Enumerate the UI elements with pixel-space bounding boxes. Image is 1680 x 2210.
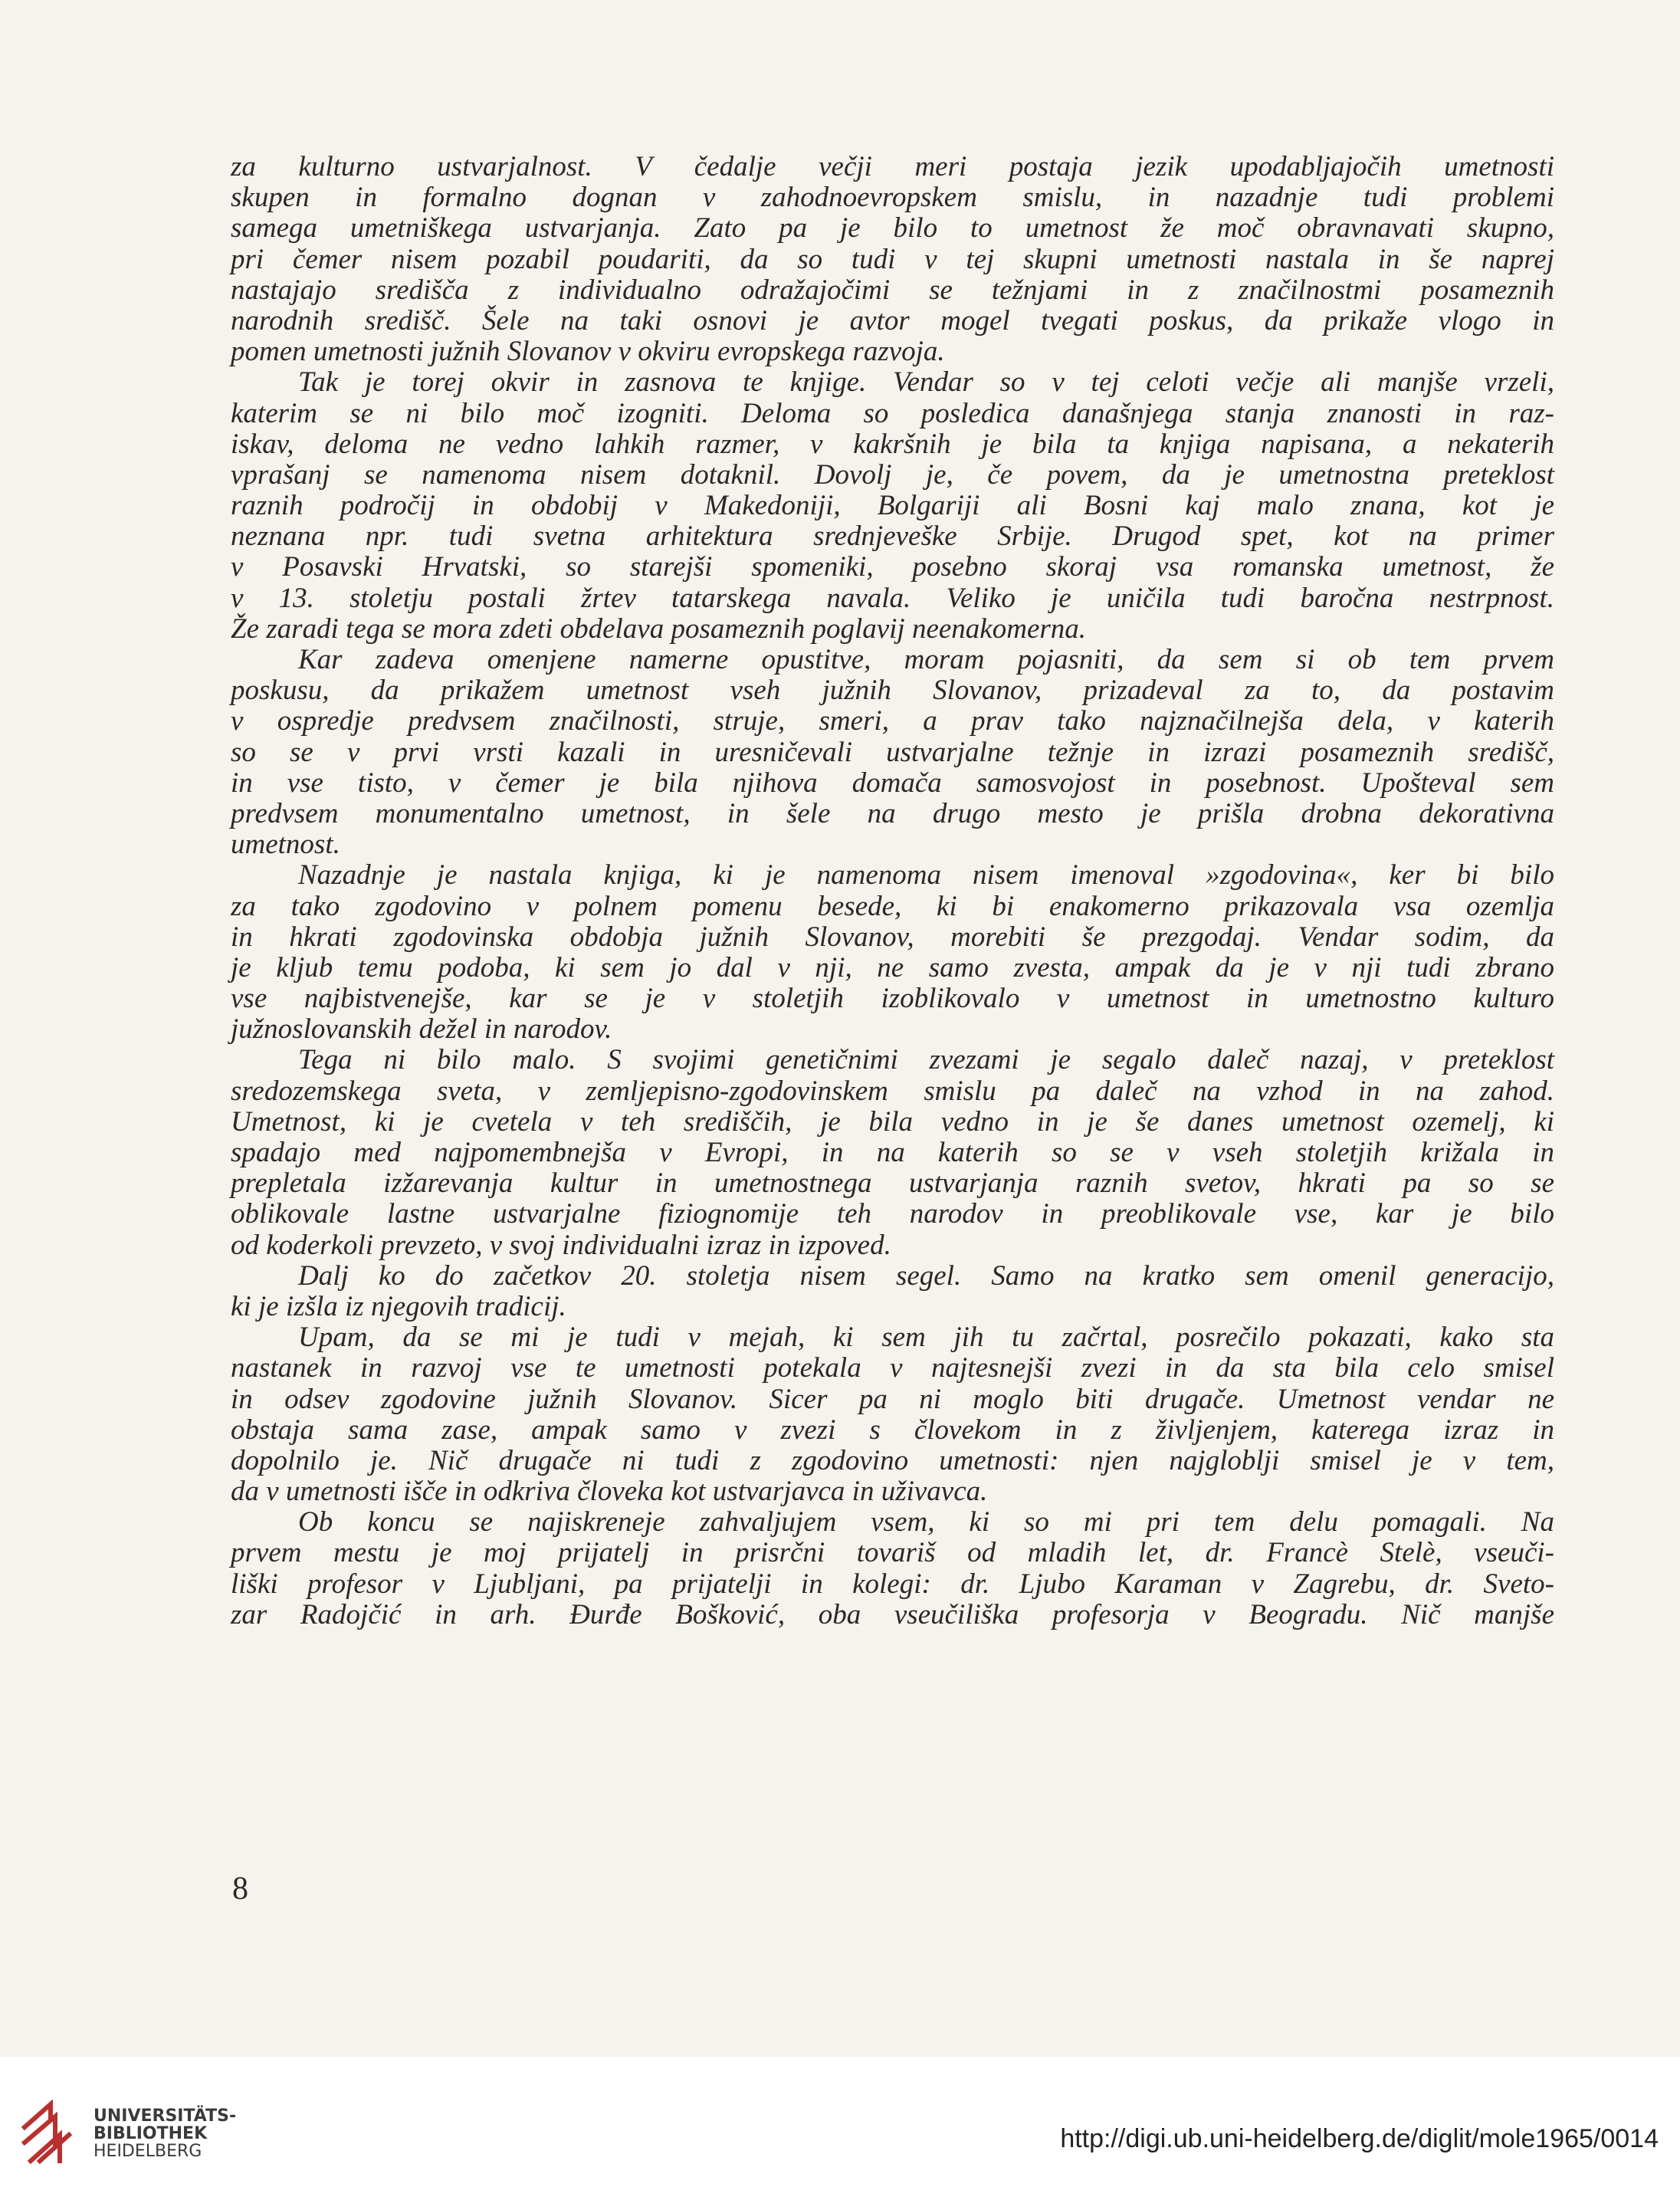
text-line: raznih področij in obdobij v Makedoniji, Bolgariji ali Bosni kaj malo znana, kot je: [231, 490, 1554, 522]
text-line: samega umetniškega ustvarjanja. Zato pa je bilo to umetnost že moč obravnavati skupno,: [231, 212, 1554, 245]
text-line: skupen in formalno dognan v zahodnoevropskem smislu, in nazadnje tudi problemi: [231, 182, 1554, 214]
text-line: sredozemskega sveta, v zemljepisno-zgodovinskem smislu pa daleč na vzhod in na zahod.: [231, 1075, 1554, 1107]
text-line: dopolnilo je. Nič drugače ni tudi z zgodovino umetnosti: njen najgloblji smisel je v tem,: [231, 1444, 1554, 1476]
body-text: [231, 152, 1554, 1630]
text-line: pri čemer nisem pozabil poudariti, da so tudi v tej skupni umetnosti nastala in še naprej: [231, 243, 1554, 275]
text-line: Umetnost, ki je cvetela v teh središčih, je bila vedno in je še danes umetnost ozemelj, ki: [231, 1105, 1554, 1138]
text-line: Ob koncu se najiskreneje zahvaljujem vsem, ki so mi pri tem delu pomagali. Na: [298, 1506, 1554, 1538]
text-line: za kulturno ustvarjalnost. V čedalje večji meri postaja jezik upodabljajočih umetnosti: [231, 151, 1554, 182]
text-line: Dalj ko do začetkov 20. stoletja nisem segel. Samo na kratko sem omenil generacijo,: [298, 1259, 1554, 1292]
text-line: Nazadnje je nastala knjiga, ki je namenoma nisem imenoval »zgodovina«, ker bi bilo: [298, 859, 1554, 892]
text-line: Že zaradi tega se mora zdeti obdelava posameznih poglavij neenakomerna.: [231, 612, 1087, 645]
text-line: vse najbistvenejše, kar se je v stoletjih izoblikovalo v umetnost in umetnostno kulturo: [231, 983, 1554, 1015]
text-line: iskav, deloma ne vedno lahkih razmer, v kakršnih je bila ta knjiga napisana, a nekaterih: [231, 428, 1554, 460]
logo-line-1: UNIVERSITÄTS-: [94, 2107, 237, 2126]
text-line: Tak je torej okvir in zasnova te knjige. Vendar so v tej celoti večje ali manjše vrzeli,: [298, 366, 1554, 399]
text-line: umetnost.: [231, 829, 340, 861]
text-line: je kljub temu podoba, ki sem jo dal v nji, ne samo zvesta, ampak da je v nji tudi zbrano: [231, 951, 1554, 983]
text-line: liški profesor v Ljubljani, pa prijatelji in kolegi: dr. Ljubo Karaman v Zagrebu, dr. Sveto-: [231, 1568, 1554, 1600]
text-line: Kar zadeva omenjene namerne opustitve, moram pojasniti, da sem si ob tem prvem: [298, 644, 1554, 675]
text-line: južnoslovanskih dežel in narodov.: [231, 1013, 612, 1046]
text-line: so se v prvi vrsti kazali in uresničevali ustvarjalne težnje in izrazi posameznih središč,: [231, 736, 1554, 768]
text-line: in hkrati zgodovinska obdobja južnih Slovanov, morebiti še prezgodaj. Vendar sodim, da: [231, 921, 1554, 953]
ub-heidelberg-logo-icon: [20, 2100, 74, 2166]
text-line: ki je izšla iz njegovih tradicij.: [231, 1290, 566, 1322]
text-line: in vse tisto, v čemer je bila njihova domača samosvojost in posebnost. Upošteval sem: [231, 767, 1554, 799]
text-line: obstaja sama zase, ampak samo v zvezi s človekom in z življenjem, katerega izraz in: [231, 1414, 1554, 1446]
text-line: v 13. stoletju postali žrtev tatarskega navala. Veliko je uničila tudi baročna nestrpnost.: [231, 582, 1554, 614]
footer-bar: [0, 2057, 1680, 2210]
logo-line-3: HEIDELBERG: [94, 2142, 202, 2161]
text-line: zar Radojčić in arh. Đurđe Bošković, oba vseučiliška profesorja v Beogradu. Nič manjše: [231, 1598, 1554, 1630]
text-line: oblikovale lastne ustvarjalne fiziognomije teh narodov in preoblikovale vse, kar je bilo: [231, 1198, 1554, 1230]
text-line: nastanek in razvoj vse te umetnosti potekala v najtesnejši zvezi in da sta bila celo smisel: [231, 1352, 1554, 1384]
text-line: prepletala izžarevanja kultur in umetnostnega ustvarjanja raznih svetov, hkrati pa so se: [231, 1167, 1554, 1200]
text-line: predvsem monumentalno umetnost, in šele na drugo mesto je prišla drobna dekorativna: [231, 797, 1554, 829]
text-line: v Posavski Hrvatski, so starejši spomeniki, posebno skoraj vsa romanska umetnost, že: [231, 551, 1554, 583]
source-url-link[interactable]: http://digi.ub.uni-heidelberg.de/diglit/mole1965/0014: [1060, 2124, 1659, 2153]
text-line: neznana npr. tudi svetna arhitektura srednjeveške Srbije. Drugod spet, kot na primer: [231, 520, 1554, 553]
text-line: katerim se ni bilo moč izogniti. Deloma so posledica današnjega stanja znanosti in raz-: [231, 397, 1554, 429]
text-line: od koderkoli prevzeto, v svoj individualni izraz in izpoved.: [231, 1229, 891, 1261]
text-line: prvem mestu je moj prijatelj in prisrčni tovariš od mladih let, dr. Francè Stelè, vseuči-: [231, 1537, 1554, 1569]
text-line: Tega ni bilo malo. S svojimi genetičnimi zvezami je segalo daleč nazaj, v preteklost: [298, 1044, 1554, 1076]
logo-line-2: BIBLIOTHEK: [94, 2124, 208, 2143]
library-logo-text: [94, 2107, 236, 2160]
text-line: narodnih središč. Šele na taki osnovi je avtor mogel tvegati poskus, da prikaže vlogo in: [231, 304, 1554, 337]
text-line: in odsev zgodovine južnih Slovanov. Sicer pa ni moglo biti drugače. Umetnost vendar ne: [231, 1383, 1554, 1415]
text-line: da v umetnosti išče in odkriva človeka kot ustvarjavca in uživavca.: [231, 1476, 988, 1508]
page-number: 8: [232, 1871, 248, 1906]
text-line: pomen umetnosti južnih Slovanov v okviru evropskega razvoja.: [231, 336, 945, 368]
text-line: Upam, da se mi je tudi v mejah, ki sem jih tu začrtal, posrečilo pokazati, kako sta: [298, 1322, 1554, 1354]
text-line: v ospredje predvsem značilnosti, struje, smeri, a prav tako najznačilnejša dela, v katerih: [231, 705, 1554, 737]
text-line: nastajajo središča z individualno odražajočimi se težnjami in z značilnostmi posameznih: [231, 274, 1554, 306]
text-line: poskusu, da prikažem umetnost vseh južnih Slovanov, prizadeval za to, da postavim: [231, 675, 1554, 707]
text-line: za tako zgodovino v polnem pomenu besede, ki bi enakomerno prikazovala vsa ozemlja: [231, 890, 1554, 922]
text-line: spadajo med najpomembnejša v Evropi, in na katerih so se v vseh stoletjih križala in: [231, 1137, 1554, 1168]
text-line: vprašanj se namenoma nisem dotaknil. Dovolj je, če povem, da je umetnostna preteklost: [231, 458, 1554, 491]
